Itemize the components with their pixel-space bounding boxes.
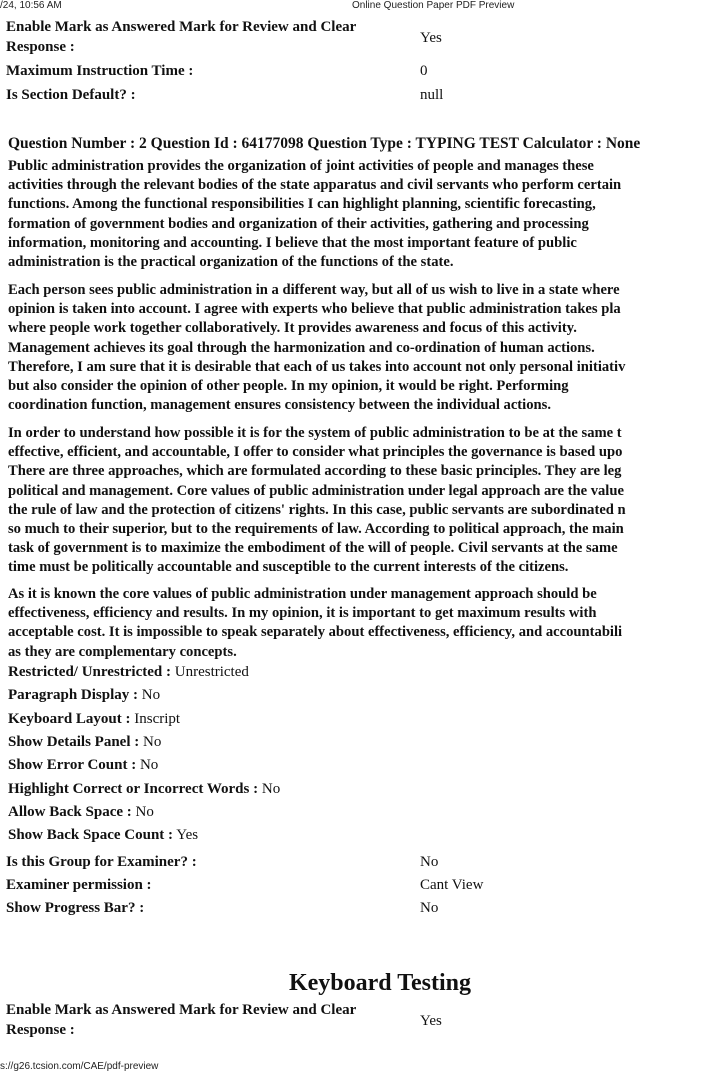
passage-line: effective, efficient, and accountable, I offer to consider what principles the governance is based upo (8, 444, 623, 461)
setting-row (8, 686, 160, 705)
passage-line: where people work together collaboratively. It provides awareness and focus of this activity. (8, 320, 577, 337)
setting-value: Yes (176, 827, 199, 844)
field-label: Enable Mark as Answered Mark for Review and Clear (6, 19, 357, 35)
field-value: No (420, 854, 439, 870)
passage-paragraph (8, 157, 720, 272)
setting-value: No (261, 780, 281, 797)
setting-label: Highlight Correct or Incorrect Words : (8, 780, 259, 797)
setting-row (8, 733, 161, 752)
passage-line: so much to their superior, but to the requirements of law. According to political approach, the main (8, 520, 624, 537)
passage-line: the rule of law and the protection of citizens' rights. In this case, public servants are subordinated n (8, 501, 626, 518)
field-value: Yes (420, 30, 442, 46)
passage-line: As it is known the core values of public administration under management approach should be (8, 586, 597, 602)
field-label: Examiner permission : (6, 877, 152, 893)
print-datetime: /24, 10:56 AM (0, 0, 62, 11)
setting-label: Show Back Space Count : (8, 827, 174, 844)
question-header: Question Number : 2 Question Id : 64177098 Question Type : TYPING TEST Calculator : None (8, 135, 641, 152)
passage-line: In order to understand how possible it is for the system of public administration to be at the same t (8, 425, 622, 441)
passage-line: political and management. Core values of public administration under legal approach are the value (8, 482, 624, 499)
print-page-title: Online Question Paper PDF Preview (352, 0, 515, 11)
passage-line: There are three approaches, which are formulated according to these basic principles. They are leg (8, 463, 622, 480)
passage-line: Each person sees public administration in a different way, but all of us wish to live in a state where (8, 282, 620, 298)
passage-line: functions. Among the functional responsibilities I can highlight planning, scientific forecasting, (8, 196, 596, 213)
passage-line: administration is the practical organization of the functions of the state. (8, 253, 454, 270)
passage-line: effectiveness, efficiency and results. In my opinion, it is important to get maximum results with (8, 605, 597, 622)
field-label: Is this Group for Examiner? : (6, 854, 197, 870)
setting-label: Restricted/ Unrestricted : (8, 664, 171, 680)
passage-line: information, monitoring and accounting. I believe that the most important feature of public (8, 234, 577, 251)
field-value: Yes (420, 1013, 442, 1029)
passage-line: Therefore, I am sure that it is desirable that each of us takes into account not only personal initiativ (8, 358, 626, 375)
passage-line: Management achieves its goal through the harmonization and co-ordination of human actions. (8, 339, 595, 356)
field-label: Enable Mark as Answered Mark for Review and Clear (6, 1002, 357, 1018)
field-label: Maximum Instruction Time : (6, 63, 194, 79)
passage-line: acceptable cost. It is impossible to speak separately about effectiveness, efficiency, and accountabili (8, 624, 623, 641)
section-title: Keyboard Testing (288, 970, 472, 996)
field-value: null (420, 87, 444, 103)
field-value: No (420, 900, 439, 916)
passage-line: task of government is to maximize the embodiment of the will of people. Civil servants at the same (8, 540, 618, 557)
passage-paragraph (8, 585, 720, 662)
passage-line: Public administration provides the organization of joint activities of people and manages these (8, 158, 594, 174)
passage-paragraph (8, 424, 720, 578)
print-header (0, 0, 720, 14)
passage-line: time must be politically accountable and susceptible to the current interests of the citizens. (8, 559, 569, 576)
setting-label: Show Error Count : (8, 757, 137, 774)
field-label: Response : (6, 1022, 75, 1038)
setting-label: Show Details Panel : (8, 733, 140, 750)
setting-row (8, 710, 180, 729)
print-footer-url: s://g26.tcsion.com/CAE/pdf-preview (0, 1061, 159, 1072)
setting-label: Paragraph Display : (8, 687, 139, 704)
setting-row (8, 756, 158, 775)
setting-value: Unrestricted (174, 664, 249, 680)
passage-line: coordination function, management ensures consistency between the individual actions. (8, 397, 551, 414)
setting-value: No (143, 733, 162, 750)
field-label: Response : (6, 39, 75, 55)
setting-value: No (139, 757, 159, 774)
passage-line: but also consider the opinion of other people. In my opinion, it would be right. Performing (8, 377, 569, 394)
setting-label: Allow Back Space : (8, 803, 132, 820)
setting-label: Keyboard Layout : (8, 710, 131, 727)
passage-line: as they are complementary concepts. (8, 643, 237, 660)
setting-row (8, 826, 198, 845)
passage-paragraph (8, 281, 720, 415)
setting-row (8, 803, 154, 822)
setting-value: No (135, 803, 154, 820)
passage-line: formation of government bodies and organization of their activities, gathering and processing (8, 215, 589, 232)
field-label: Is Section Default? : (6, 87, 136, 103)
field-label: Show Progress Bar? : (6, 900, 145, 916)
passage-line: opinion is taken into account. I agree with experts who believe that public administration takes pla (8, 301, 621, 318)
setting-row (8, 780, 280, 799)
setting-value: Inscript (134, 710, 181, 727)
setting-value: No (141, 687, 161, 704)
passage-line: activities through the relevant bodies of the state apparatus and civil servants who perform certain (8, 177, 622, 194)
field-value: 0 (420, 63, 428, 79)
field-value: Cant View (420, 877, 484, 893)
setting-row (8, 663, 249, 682)
